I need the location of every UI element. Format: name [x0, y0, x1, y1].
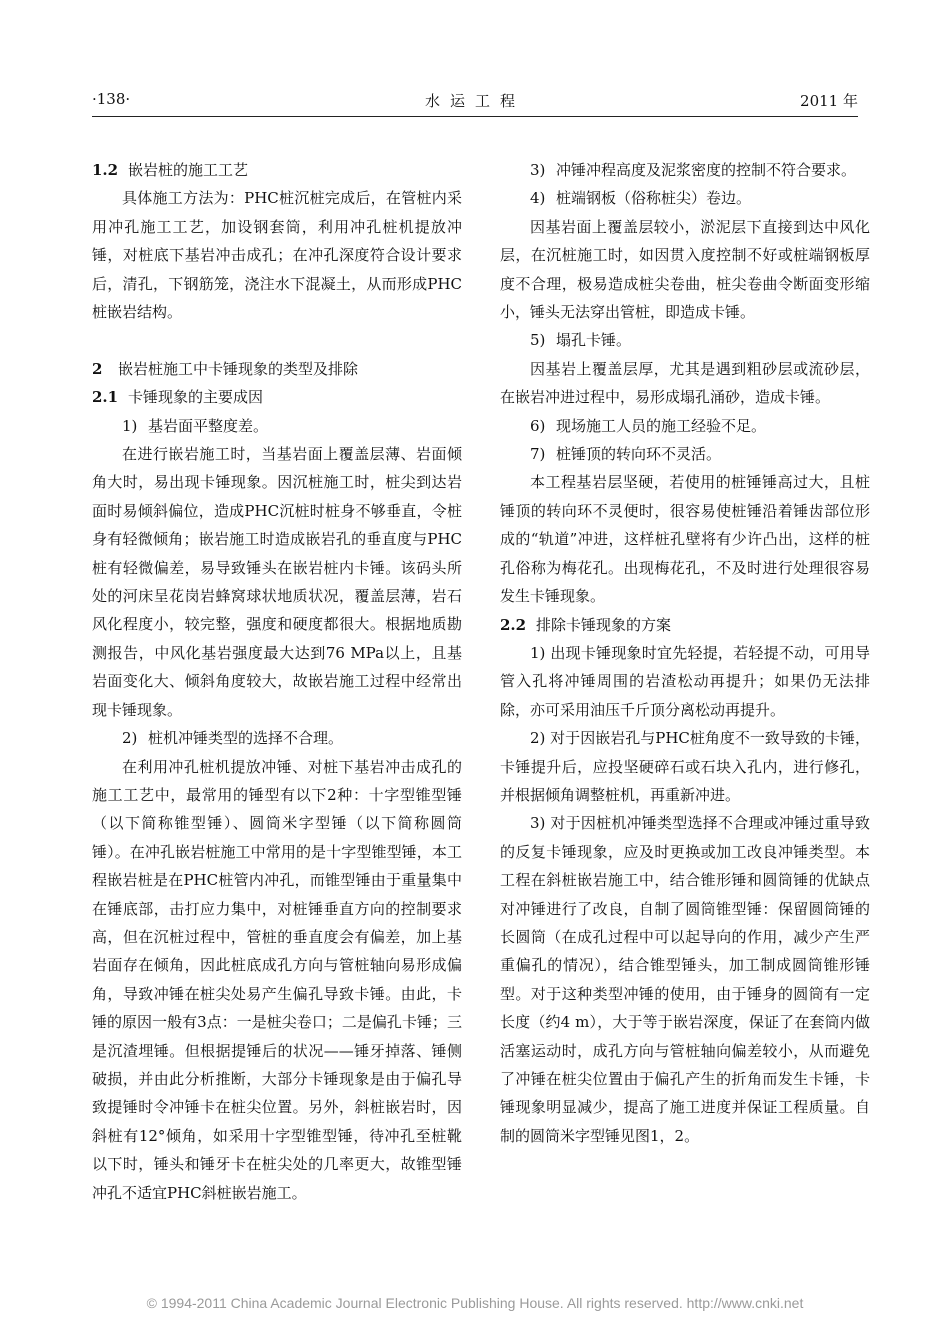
section-heading-2-1: 2.1 卡锤现象的主要成因 — [92, 388, 264, 407]
paragraph: 2) 对于因嵌岩孔与PHC桩角度不一致导致的卡锤，卡锤提升后，应投坚硬碎石或石块入孔内，进行修孔，并根据倾角调整桩机，再重新冲进。 — [500, 729, 870, 804]
list-item: 4) 桩端钢板（俗称桩尖）卷边。 — [530, 189, 752, 208]
paragraph: 1) 出现卡锤现象时宜先轻提，若轻提不动，可用导管入孔将冲锤周围的岩渣松动再提升；如果仍无法排除，亦可采用油压千斤顶分离松动再提升。 — [500, 643, 870, 719]
section-heading-2: 2 嵌岩桩施工中卡锤现象的类型及排除 — [92, 359, 359, 378]
paragraph: 3) 对于因桩机冲锤类型选择不合理或冲锤过重导致的反复卡锤现象，应及时更换或加工改良冲锤类型。本工程在斜桩嵌岩施工中，结合锥形锤和圆筒锤的优缺点对冲锤进行了改良，自制了圆筒锥型锤：保留圆筒锤的长圆筒（在成孔过程中可以起导向的作用，减少产生严重偏孔的情况），结合锥型锤头，加工制成圆筒锥形锤型。对于这种类型冲锤的使用，由于锤身的圆筒有一定长度（约4 m），大于等于嵌岩深度，保证了在套筒内做活塞运动时，成孔方向与管桩轴向偏差较小，从而避免了冲锤在桩尖位置由于偏孔产生的折角而发生卡锤，卡锤现象明显减少，提高了施工进度并保证工程质量。自制的圆筒米字型锤见图1，2。 — [500, 814, 870, 1145]
list-item: 2) 桩机冲锤类型的选择不合理。 — [122, 729, 344, 748]
list-item: 5) 塌孔卡锤。 — [530, 331, 632, 350]
paragraph: 因基岩面上覆盖层较小，淤泥层下直接到达中风化层，在沉桩施工时，如因贯入度控制不好或桩端钢板厚度不合理，极易造成桩尖卷曲，桩尖卷曲令断面变形缩小，锤头无法穿出管桩，即造成卡锤。 — [500, 217, 870, 322]
list-item: 7) 桩锤顶的转向环不灵活。 — [530, 445, 722, 464]
list-item: 1) 基岩面平整度差。 — [122, 416, 269, 435]
paragraph: 在利用冲孔桩机提放冲锤、对桩下基岩冲击成孔的施工工艺中，最常用的锤型有以下2种：十字型锥型锤（以下简称锥型锤）、圆筒米字型锤（以下简称圆筒锤）。在冲孔嵌岩桩施工中常用的是十字型锥型锤，本工程嵌岩桩是在PHC桩管内冲孔，而锥型锤由于重量集中在锤底部，击打应力集中，对桩锤垂直方向的控制要求高，但在沉桩过程中，管桩的垂直度会有偏差，加上基岩面存在倾角，因此桩底成孔方向与管桩轴向易形成偏角，导致冲锤在桩尖处易产生偏孔导致卡锤。由此，卡锤的原因一般有3点：一是桩尖卷口；二是偏孔卡锤；三是沉渣埋锤。但根据提锤后的状况——锤牙掉落、锤侧破损，并由此分析推断，大部分卡锤现象是由于偏孔导致提锤时令冲锤卡在桩尖位置。另外，斜桩嵌岩时，因斜桩有12°倾角，如采用十字型锥型锤，待冲孔至桩靴以下时，锤头和锤牙卡在桩尖处的几率更大，故锥型锤冲孔不适宜PHC斜桩嵌岩施工。 — [92, 757, 462, 1202]
paragraph: 因基岩上覆盖层厚，尤其是遇到粗砂层或流砂层，在嵌岩冲进过程中，易形成塌孔涌砂，造成卡锤。 — [500, 359, 870, 407]
section-heading-1-2: 1.2 嵌岩桩的施工工艺 — [92, 161, 249, 179]
page-number: ·138· — [92, 90, 131, 108]
list-item: 6) 现场施工人员的施工经验不足。 — [530, 416, 767, 435]
running-header — [92, 88, 858, 117]
left-column — [92, 156, 462, 1207]
paragraph: 具体施工方法为：PHC桩沉桩完成后，在管桩内采用冲孔施工工艺，加设钢套筒，利用冲孔桩机提放冲锤，对桩底下基岩冲击成孔；在冲孔深度符合设计要求后，清孔，下钢筋笼，浇注水下混凝土，从而形成PHC桩嵌岩结构。 — [92, 189, 462, 322]
year: 2011 年 — [800, 92, 858, 110]
paragraph: 在进行嵌岩施工时，当基岩面上覆盖层薄、岩面倾角大时，易出现卡锤现象。因沉桩施工时，桩尖到达岩面时易倾斜偏位，造成PHC沉桩时桩身不够垂直，令桩身有轻微倾角；嵌岩施工时造成嵌岩孔的垂直度与PHC桩有轻微偏差，易导致锤头在嵌岩桩内卡锤。该码头所处的河床呈花岗岩蜂窝球状地质状况，覆盖层薄，岩石风化程度小，较完整，强度和硬度都很大。根据地质勘测报告，中风化基岩强度最大达到76 MPa以上，且基岩面变化大、倾斜角度较大，故嵌岩施工过程中经常出现卡锤现象。 — [92, 445, 462, 719]
journal-title: 水运工程 — [424, 92, 525, 110]
paragraph: 本工程基岩层坚硬，若使用的桩锤锤高过大，且桩锤顶的转向环不灵便时，很容易使桩锤沿着锤齿部位形成的“轨道”冲进，这样桩孔壁将有少许凸出，这样的桩孔俗称为梅花孔。出现梅花孔，不及时进行处理很容易发生卡锤现象。 — [500, 473, 870, 606]
section-heading-2-2: 2.2 排除卡锤现象的方案 — [500, 615, 672, 634]
list-item: 3) 冲锤冲程高度及泥浆密度的控制不符合要求。 — [530, 161, 857, 179]
right-column — [500, 156, 870, 1150]
copyright-footer: © 1994-2011 China Academic Journal Electronic Publishing House. All rights reserved. http://www.cnki.net — [146, 1295, 804, 1311]
